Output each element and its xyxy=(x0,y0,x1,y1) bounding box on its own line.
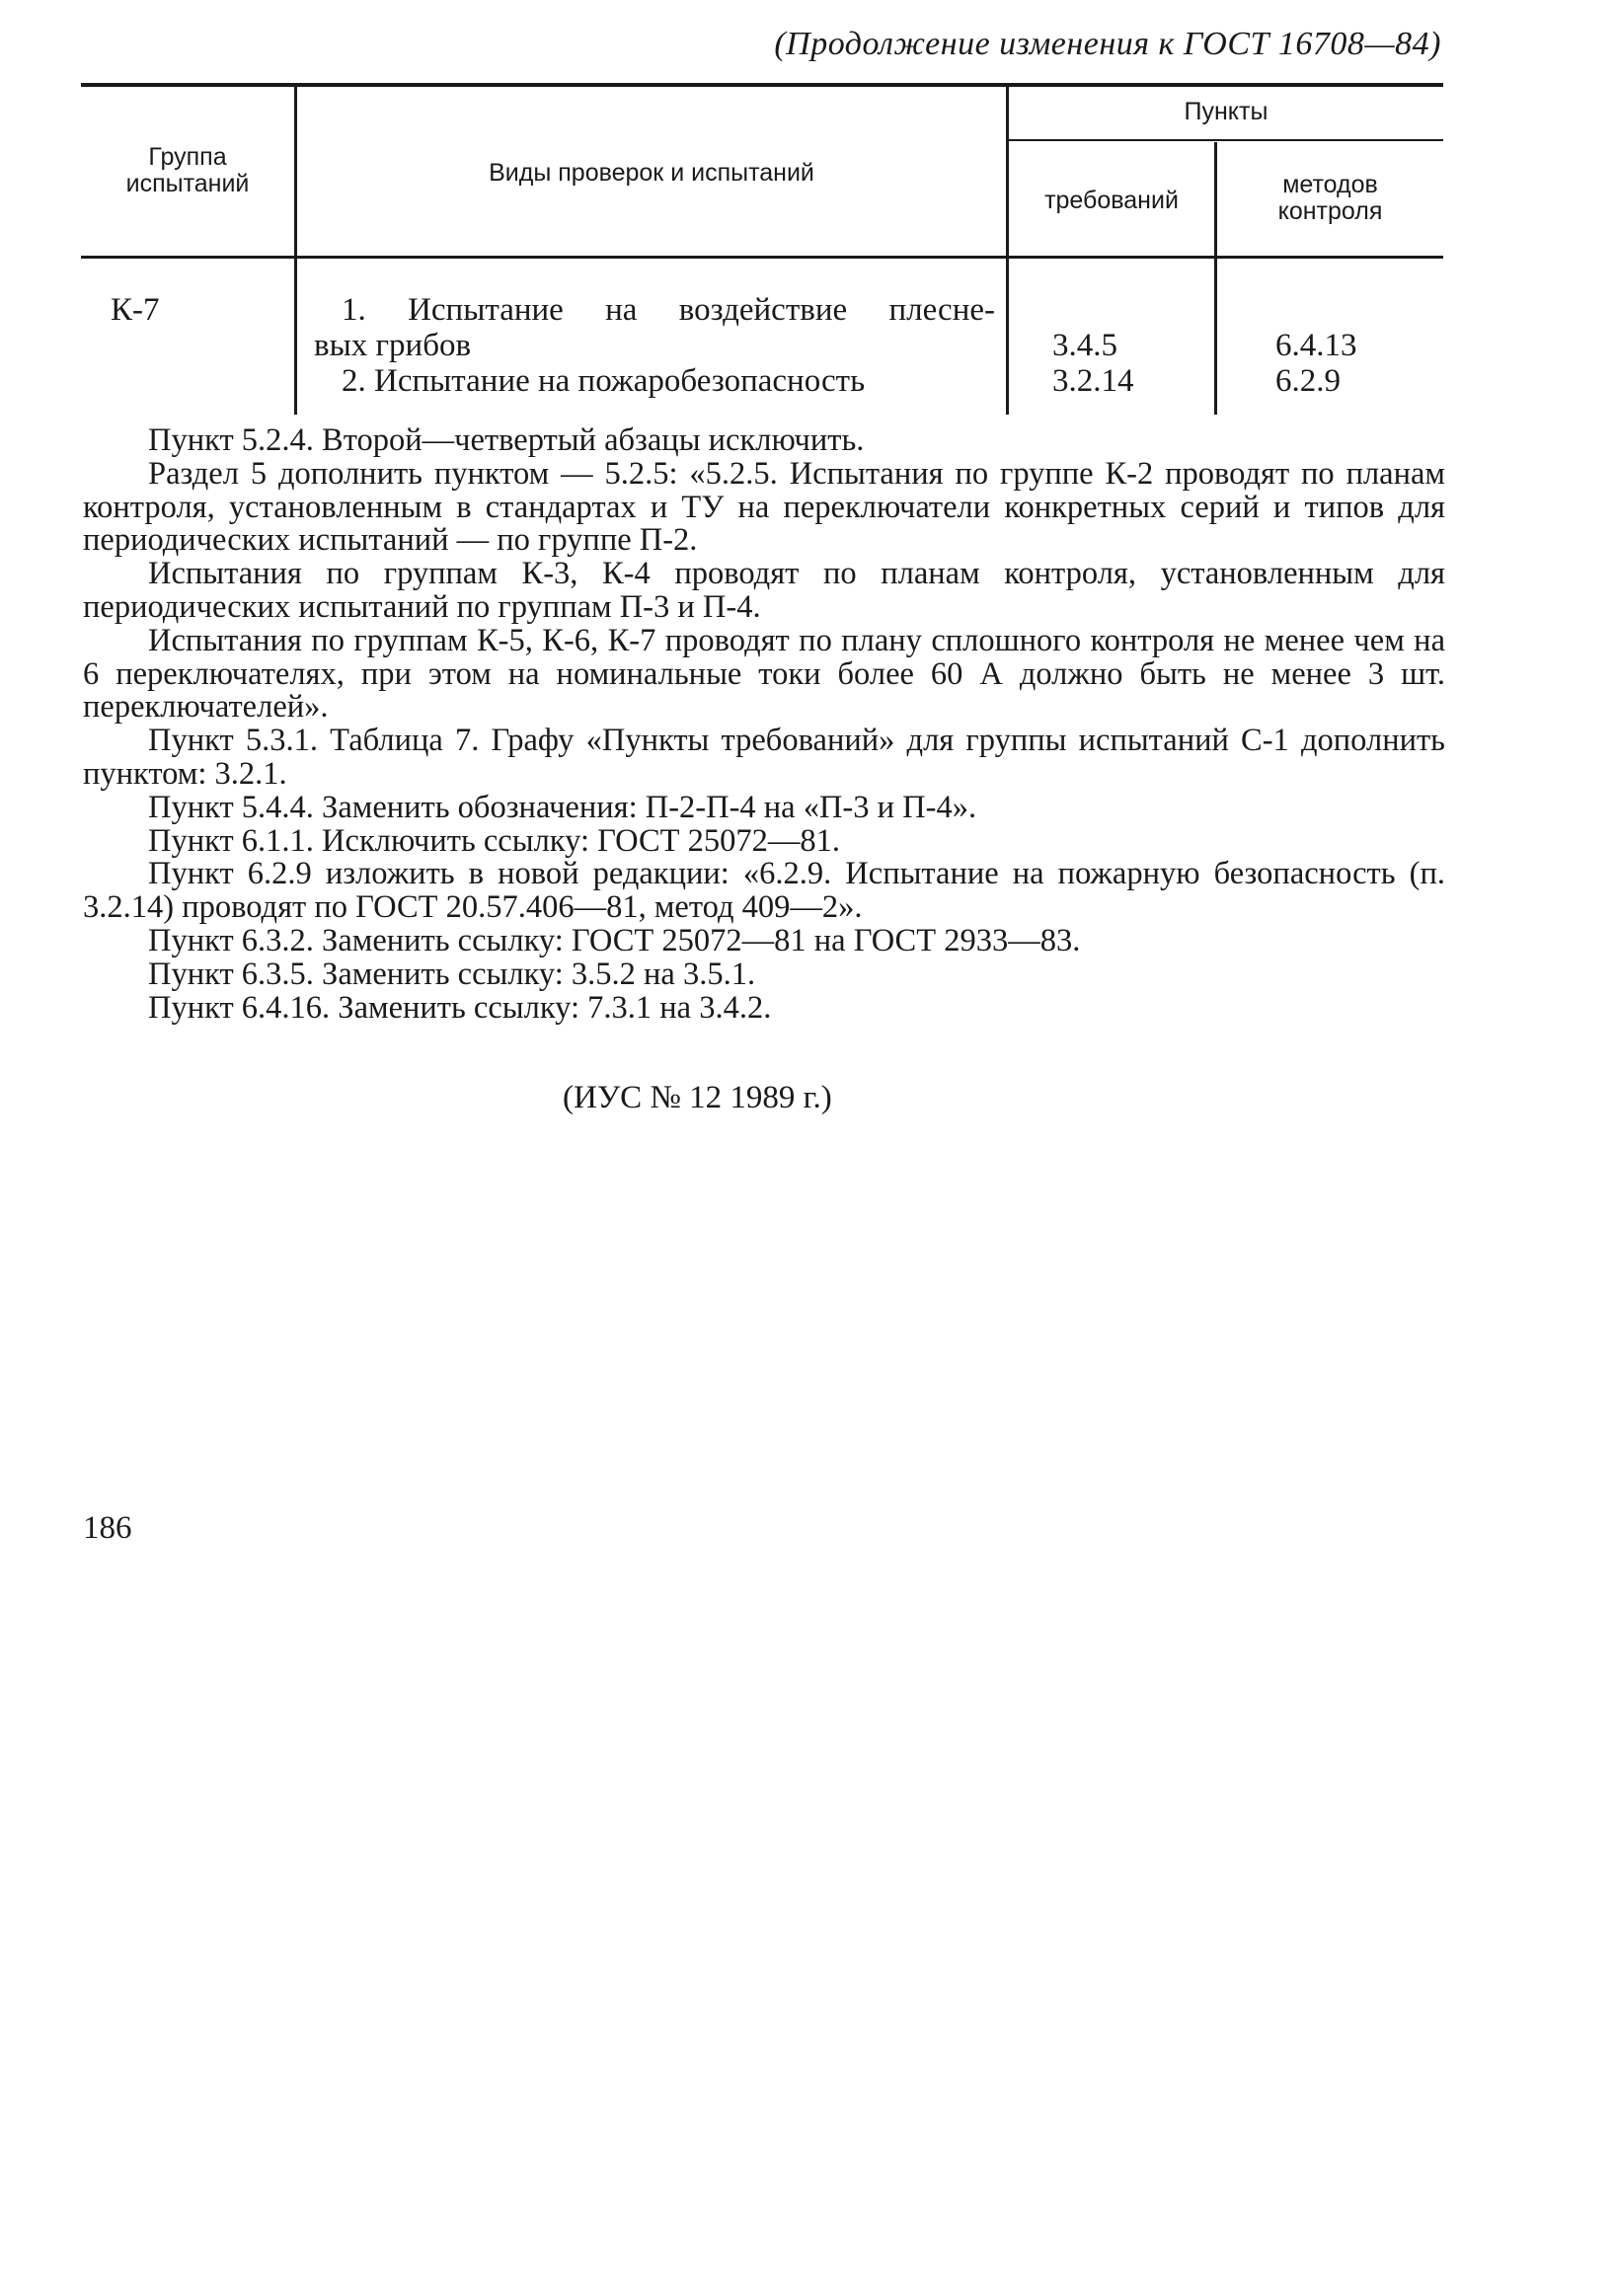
row-requirement-2: 3.2.14 xyxy=(1052,363,1134,399)
header-kinds: Виды проверок и испытаний xyxy=(489,159,814,187)
table-top-rule xyxy=(81,83,1443,87)
header-group xyxy=(81,144,294,197)
paragraph-5: Пункт 5.3.1. Таблица 7. Графу «Пункты требований» для группы испытаний С-1 дополнить пунктом: 3.2.1. xyxy=(83,723,1445,792)
ius-citation: (ИУС № 12 1989 г.) xyxy=(563,1080,832,1115)
paragraph-2: Раздел 5 дополнить пунктом — 5.2.5: «5.2.5. Испытания по группе К-2 проводят по планам контроля, установленным в стандартах и ТУ на переключатели конкретных серий и типов для периодических испытаний — по группе П-2. xyxy=(83,455,1445,559)
header-points: Пункты xyxy=(1184,98,1268,125)
row-item-1: 1. Испытание на воздействие плесне- xyxy=(342,292,995,328)
row-item-2: 2. Испытание на пожаробезопасность xyxy=(342,363,866,399)
paragraph-1: Пункт 5.2.4. Второй—четвертый абзацы исключить. xyxy=(148,422,865,458)
paragraph-9: Пункт 6.3.2. Заменить ссылку: ГОСТ 25072—81 на ГОСТ 2933—83. xyxy=(148,922,1081,958)
running-header: (Продолжение изменения к ГОСТ 16708—84) xyxy=(774,26,1441,62)
row-group: К-7 xyxy=(111,292,160,328)
table-header-bottom-rule xyxy=(81,256,1443,259)
header-methods-line-1: методов xyxy=(1282,171,1378,198)
header-group-line-1: Группа xyxy=(148,143,227,171)
paragraph-4: Испытания по группам К-5, К-6, К-7 проводят по плану сплошного контроля не менее чем на 6 переключателях, при этом на номинальные токи более 60 А должно быть не менее 3 шт. переключателей». xyxy=(83,622,1445,726)
row-methods xyxy=(1275,328,1357,399)
header-methods xyxy=(1217,172,1443,225)
row-method-1: 6.4.13 xyxy=(1275,328,1357,363)
paragraph-3: Испытания по группам К-3, К-4 проводят по планам контроля, установленным для периодических испытаний по группам П-3 и П-4. xyxy=(83,556,1445,625)
header-group-line-2: испытаний xyxy=(125,170,250,197)
paragraph-7: Пункт 6.1.1. Исключить ссылку: ГОСТ 25072—81. xyxy=(148,822,840,859)
paragraph-6: Пункт 5.4.4. Заменить обозначения: П-2-П-4 на «П-3 и П-4». xyxy=(148,789,977,825)
table-points-subrule xyxy=(1009,139,1443,141)
row-item-1-cont: вых грибов xyxy=(314,328,472,363)
table-col-divider-1 xyxy=(294,87,297,415)
paragraph-11: Пункт 6.4.16. Заменить ссылку: 7.3.1 на 3.4.2. xyxy=(148,989,772,1026)
page-number: 186 xyxy=(83,1510,132,1546)
paragraph-10: Пункт 6.3.5. Заменить ссылку: 3.5.2 на 3.5.1. xyxy=(148,956,756,992)
header-methods-line-2: контроля xyxy=(1277,197,1383,225)
table-col-divider-2 xyxy=(1006,87,1009,415)
paragraph-8: Пункт 6.2.9 изложить в новой редакции: «6.2.9. Испытание на пожарную безопасность (п. 3.2.14) проводят по ГОСТ 20.57.406—81, метод 409—2». xyxy=(83,856,1445,926)
row-method-2: 6.2.9 xyxy=(1275,363,1341,399)
header-requirements: требований xyxy=(1044,187,1179,214)
row-requirements xyxy=(1052,328,1134,399)
row-items xyxy=(314,292,995,399)
row-requirement-1: 3.4.5 xyxy=(1052,328,1117,363)
amendment-text xyxy=(83,424,1445,1025)
